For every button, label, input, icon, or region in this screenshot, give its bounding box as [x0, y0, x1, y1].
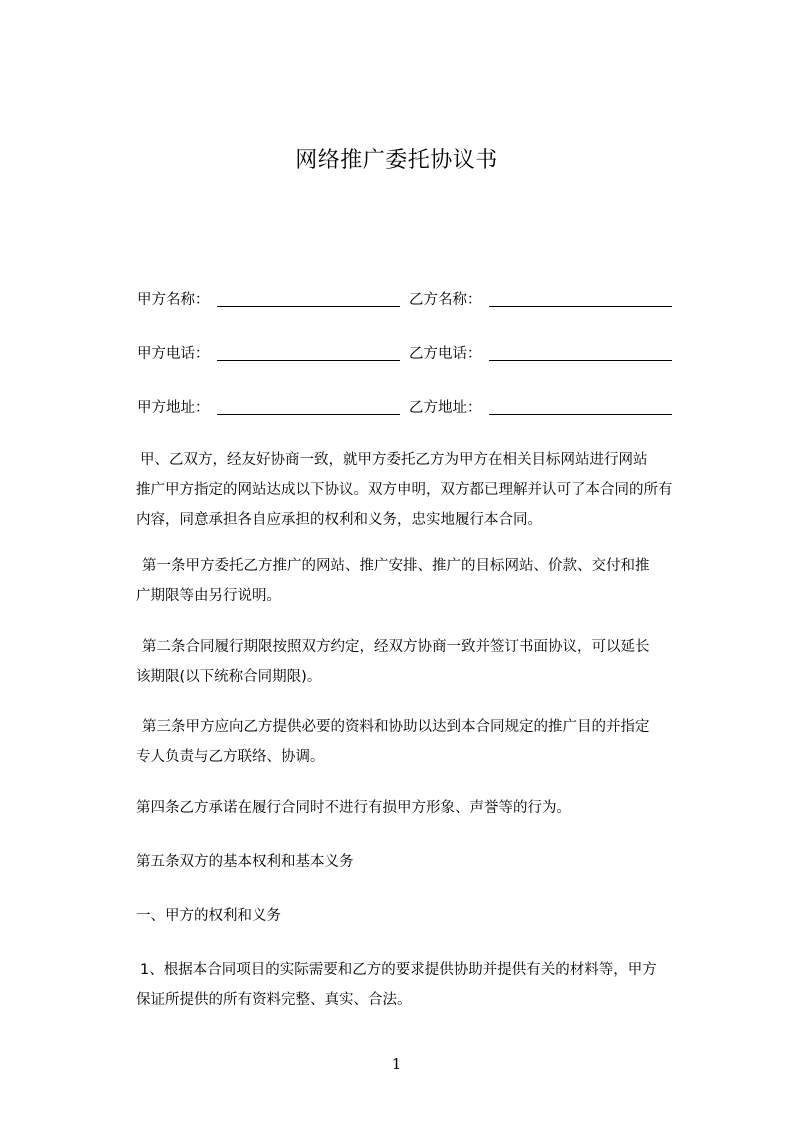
party-b-name-blank[interactable] [489, 306, 672, 307]
paragraph-clause-1 [136, 955, 706, 1015]
party-row-phone [137, 343, 697, 365]
party-a-phone-label: 甲方电话： [137, 346, 210, 362]
paragraph-article-2 [136, 632, 706, 692]
paragraph-article-3 [136, 712, 706, 772]
paragraph-line: 第三条甲方应向乙方提供必要的资料和协助以达到本合同规定的推广目的并指定 [142, 719, 650, 735]
party-b-phone-blank[interactable] [489, 360, 672, 361]
party-row-name [137, 289, 697, 311]
paragraph-line: 该期限(以下统称合同期限)。 [136, 669, 322, 685]
paragraph-line: 第四条乙方承诺在履行合同时不进行有损甲方形象、声誉等的行为。 [136, 800, 571, 816]
party-row-address [137, 397, 697, 419]
party-a-address-blank[interactable] [217, 414, 400, 415]
party-b-address-blank[interactable] [489, 414, 672, 415]
paragraph-line: 第五条双方的基本权利和基本义务 [136, 854, 354, 870]
paragraph-line: 一、甲方的权利和义务 [136, 908, 281, 924]
paragraph-line: 甲、乙双方，经友好协商一致，就甲方委托乙方为甲方在相关目标网站进行网站 [140, 452, 648, 468]
paragraph-article-5 [136, 847, 706, 877]
paragraph-line: 广期限等由另行说明。 [136, 588, 281, 604]
paragraph-line: 第二条合同履行期限按照双方约定，经双方协商一致并签订书面协议，可以延长 [142, 639, 650, 655]
paragraph-article-1 [136, 551, 706, 611]
document-title: 网络推广委托协议书 [295, 148, 498, 173]
paragraph-line: 专人负责与乙方联络、协调。 [136, 749, 325, 765]
party-a-phone-blank[interactable] [217, 360, 400, 361]
party-b-name-label: 乙方名称： [409, 292, 482, 308]
paragraph-line: 第一条甲方委托乙方推广的网站、推广安排、推广的目标网站、价款、交付和推 [142, 558, 650, 574]
party-b-address-label: 乙方地址： [409, 400, 482, 416]
paragraph-line: 1、根据本合同项目的实际需要和乙方的要求提供协助并提供有关的材料等，甲方 [140, 962, 657, 978]
party-a-name-blank[interactable] [217, 306, 400, 307]
section-heading-party-a [136, 901, 706, 931]
paragraph-preamble [136, 445, 706, 535]
paragraph-line: 推广甲方指定的网站达成以下协议。双方申明，双方都已理解并认可了本合同的所有 [136, 482, 673, 498]
party-a-address-label: 甲方地址： [137, 400, 210, 416]
party-a-name-label: 甲方名称： [137, 292, 210, 308]
paragraph-line: 保证所提供的所有资料完整、真实、合法。 [136, 992, 412, 1008]
paragraph-line: 内容，同意承担各自应承担的权利和义务，忠实地履行本合同。 [136, 512, 542, 528]
page-number: 1 [391, 1055, 402, 1073]
party-b-phone-label: 乙方电话： [409, 346, 482, 362]
paragraph-article-4 [136, 793, 706, 823]
